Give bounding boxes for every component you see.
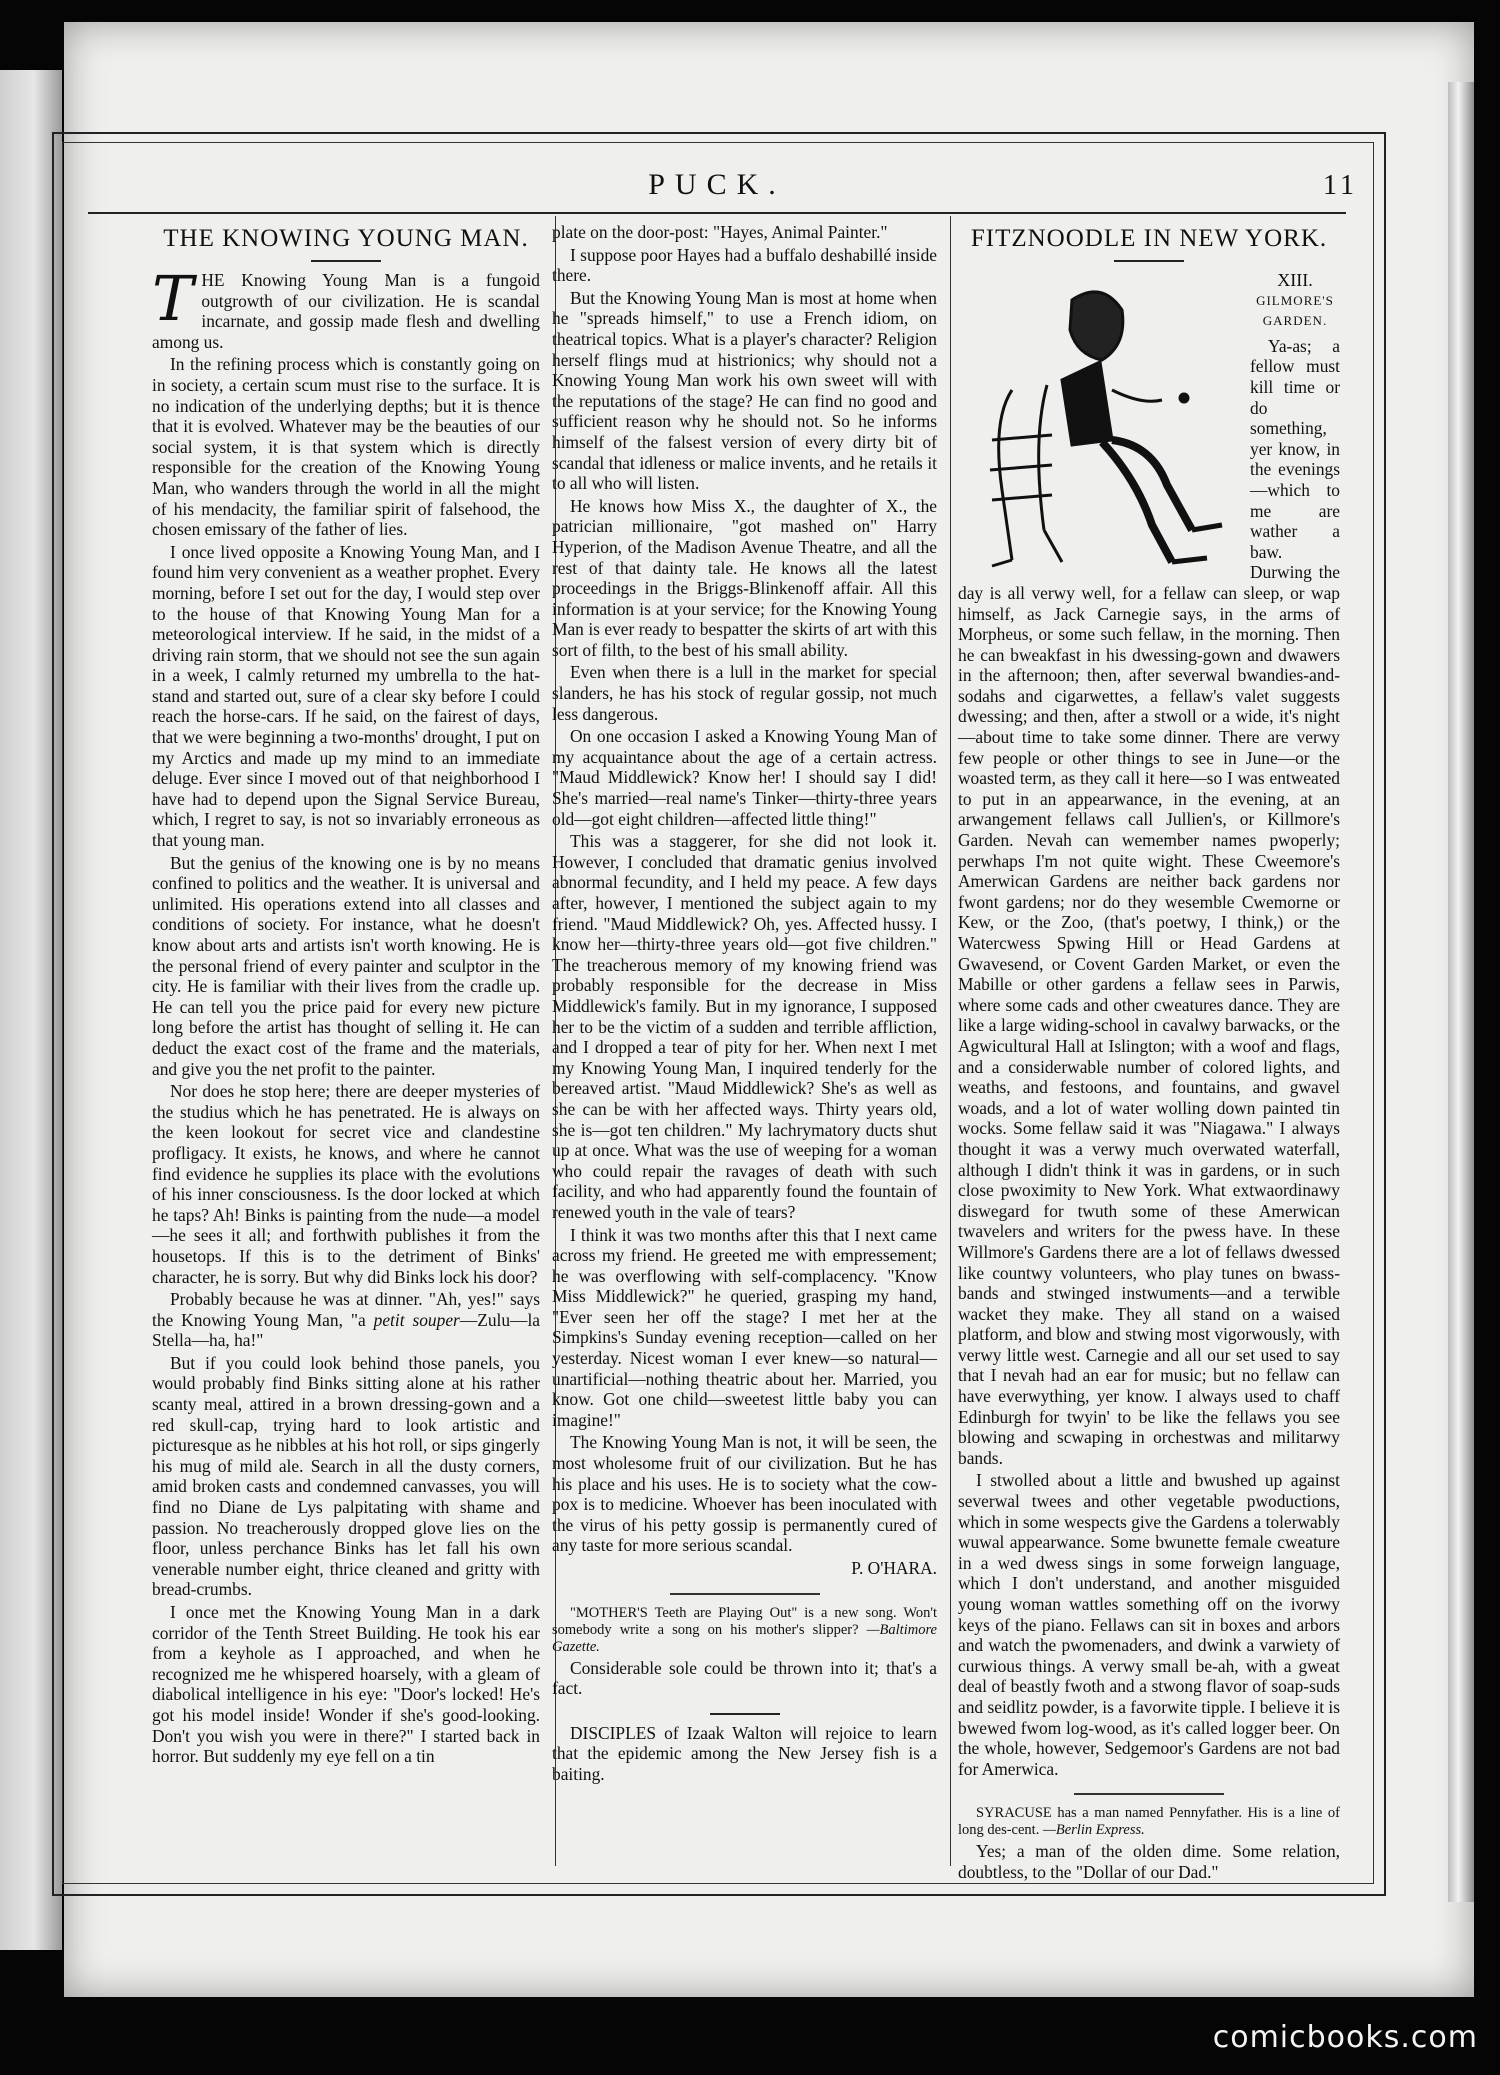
column-2: [552, 222, 937, 1787]
article-paragraph: Nor does he stop here; there are deeper mysteries of the studius which he has penetrated. He is always on the keen lookout for secret vice and clandestine profligacy. It exists, he knows, and where he cannot find evidence he supplies its place with the evolutions of his inner consciousness. Is the door locked at which he taps? Ah! Binks is painting from the nude—a model—he sees it all; and forthwith publishes it from the housetops. If this is to the detriment of Binks' character, he is sorry. But why did Binks lock his door?: [152, 1081, 540, 1287]
article-headline: FITZNOODLE IN NEW YORK.: [970, 225, 1328, 252]
article-paragraph: The Knowing Young Man is not, it will be seen, the most wholesome fruit of our civilization. But he has his place and his uses. He is to society what the cow-pox is to medicine. Whoever has been inoculated with the virus of his petty gossip is permanently cured of any taste for more serious scandal.: [552, 1432, 937, 1556]
headline-rule: [311, 260, 381, 262]
column-3: [958, 222, 1340, 1885]
page-number: 11: [1323, 170, 1358, 201]
article-paragraph: But the genius of the knowing one is by no means confined to politics and the weather. It is universal and unlimited. His operations extend into all classes and conditions of society. For instance, what he doesn't know about arts and artists isn't worth knowing. He is the personal friend of every painter and sculptor in the city. He is familiar with their lives from the cradle up. He can tell you the price paid for every new picture long before the artist has thought of selling it. He can deduct the exact cost of the frame and the materials, and give you the net profit to the painter.: [152, 852, 540, 1079]
squib-reply: Yes; a man of the olden dime. Some relation, doubtless, to the "Dollar of our Dad.": [958, 1841, 1340, 1882]
article-paragraph: I once met the Knowing Young Man in a dark corridor of the Tenth Street Building. He took his ear from a keyhole as I approached, and when he recognized me he whispered hoarsely, with a gleam of diabolical intelligence in his eye: "Door's locked! He's got his model inside! Wonder if she's good-looking. Don't you wish you were in there?" I started back in horror. But suddenly my eye fell on a tin: [152, 1602, 540, 1767]
article-paragraph: I stwolled about a little and bwushed up against severwal twees and other vegetable pwoductions, which in some wespects give the Gardens a tolerwably wuwal appearwance. Some bwunette female cweature in a wed dwess sings in some forweign language, which I don't understand, and another misguided young woman wattles something off on the ivorwy keys of the piano. Fellaws can sit in boxes and arbors and watch the pwomenaders, and dwink a varwiety of curwious things. A verwy small be-ah, with a gweat deal of beastly fwoth and a stwong flavor of soap-suds and seidlitz powder, is a favorwite tipple. I believe it is bwewed fwom log-wood, as it's called logger beer. On the whole, however, Sedgemoor's Gardens are not bad for Amerwica.: [958, 1470, 1340, 1779]
article-paragraph: THE Knowing Young Man is a fungoid outgrowth of our civilization. He is scandal incarnate, and gossip made flesh and dwelling among us.: [152, 262, 540, 352]
squib-paragraph: SYRACUSE has a man named Pennyfather. His is a line of long des-cent. —Berlin Express.: [958, 1805, 1340, 1839]
article-paragraph: I think it was two months after this that I next came across my friend. He greeted me with empressement; he was overflowing with self-complacency. "Know Miss Middlewick?" he queried, grasping my hand, "Ever seen her off the stage? I met her at the Simpkins's Sunday evening reception—called on her yesterday. Nicest woman I ever knew—so natural—unartificial—nothing theatric about her. Married, you know. Got one child—sweetest little baby you can imagine!": [552, 1224, 937, 1430]
article-paragraph: On one occasion I asked a Knowing Young Man of my acquaintance about the age of a certain actress. "Maud Middlewick? Know her! I should say I did! She's married—real name's Tinker—thirty-three years old—got eight children—affected little thing!": [552, 726, 937, 829]
article-paragraph: I once lived opposite a Knowing Young Man, and I found him very convenient as a weather prophet. Every morning, before I set out for the day, I would step over to the house of that Knowing Young Man for a meteorological interview. If he said, in the midst of a driving rain storm, that we should not see the sun again in a week, I calmly returned my umbrella to the hat-stand and started out, sure of a clear sky before I could reach the horse-cars. If he said, on the fairest of days, that we were beginning a two-months' drought, I put on my Arctics and made up my mind to an immediate deluge. Ever since I moved out of that neighborhood I have had to depend upon the Signal Service Bureau, which, I regret to say, is not so invariably erroneous as that young man.: [152, 541, 540, 851]
article-paragraph: But if you could look behind those panels, you would probably find Binks sitting alone at his rather scanty meal, attired in a brown dressing-gown and a red skull-cap, trying hard to look artistic and picturesque as he nibbles at his hot roll, or sips gingerly his mug of mild ale. Search in all the dusty corners, amid broken casts and condemned canvasses, you will find no Diane de Lys palpitating with shame and passion. No treacherously dropped glove lies on the floor, unless perchance Binks has let fall his own venerable number eight, thrice cleaned and gritty with bread-crumbs.: [152, 1352, 540, 1600]
watermark: comicbooks.com: [1212, 2020, 1478, 2055]
section-rule: [670, 1593, 820, 1595]
article-paragraph: plate on the door-post: "Hayes, Animal Painter.": [552, 222, 888, 242]
article-paragraph: Even when there is a lull in the market for special slanders, he has his stock of regular gossip, not much less dangerous.: [552, 662, 937, 724]
article-paragraph: But the Knowing Young Man is most at home when he "spreads himself," to use a French idiom, on theatrical topics. What is a player's character? Religion herself flings mud at histrionics; why should not a Knowing Young Man work his own sweet will with the reputations of the stage? He can find no good and sufficient reason why he should not. So he informs himself of the falsest version of every dirty bit of scandal that idleness or malice invents, and he retails it to all who will listen.: [552, 287, 937, 494]
section-number: XIII.: [1277, 270, 1313, 290]
article-paragraph: Probably because he was at dinner. "Ah, yes!" says the Knowing Young Man, "a petit souper—Zulu—la Stella—ha, ha!": [152, 1289, 540, 1351]
section-rule: [1074, 1793, 1224, 1795]
article-paragraph: He knows how Miss X., the daughter of X., the patrician millionaire, "got mashed on" Harry Hyperion, of the Madison Avenue Theatre, and all the rest of that dainty tale. He knows all the latest proceedings in the Briggs-Blinkenoff affair. All this information is at your service; for the Knowing Young Man is ever ready to bespatter the skirts of art with this sort of filth, to the best of his small ability.: [552, 495, 937, 660]
masthead-rule: [88, 212, 1346, 214]
column-1: [152, 222, 540, 1769]
masthead: [62, 168, 1372, 208]
squib-paragraph: "MOTHER'S Teeth are Playing Out" is a new song. Won't somebody write a song on his mother's slipper? —Baltimore Gazette.: [552, 1604, 937, 1655]
article-headline: THE KNOWING YOUNG MAN.: [163, 225, 529, 252]
headline-rule: [1114, 260, 1184, 262]
squib-reply: Considerable sole could be thrown into it; that's a fact.: [552, 1657, 937, 1699]
article-paragraph: Ya-as; a fellow must kill time or do something, yer know, in the evenings—which to me are wather a baw. Durwing the day is all verwy well, for a fellaw can sleep, or wap himself, as Jack Carnegie says, in the arms of Morpheus, or some such fellaw, in the morning. Then he can bweakfast in his dwessing-gown and dwawers in the afternoon; then, after severwal bwandies-and-sodahs and cigarwettes, a fellaw's valet suggests dwessing; and then, after a stwoll or a wide, it's night—about time to take some dinner. There are verwy few people or other things to see in June—or the woasted term, as they call it here—so I was entweated to put in an appearwance, in the evening, at an arwangement fellaws call Jullien's, or Killmore's Garden. Nevah can wemember names pwoperly; perwhaps I'm not quite wight. These Cweemore's Amerwican Gardens are neither back gardens nor fwont gardens; nor do they wesemble Cwemorne or Kew, or the Zoo, (that's poetwy, I think,) or the Watercwess Spwing Hill or Head Gardens at Gwavesend, or Covent Garden Market, or even the Mabille or other gardens a fellaw sees in Parwis, where some cads and other cweatures dance. They are like a large widing-school in cavalwy barwacks, or the Agwicultural Hall at Islington; with a woof and flags, and a considerwable number of colored lights, and weaths, and festoons, and fountains, and gwavel woads, and a lot of water wolling down painted tin wocks. Some fellaw said it was "Niagawa." I always thought it was a verwy much overwated waterfall, although I didn't think it was in gardens, or in such close pwoximity to New York. What extwaordinawy diswegard for twuth some of these Amerwican twavelers and writers for the pwess have. In these Willmore's Gardens there are a lot of fellaws dwessed like countwy volunteers, who play tunes on bwass-bands and stwinged instwuments—and a terwible wacket they make. They all stand on a waised platform, and blow and stwing most vigorwously, with verwy little west. Carnegie and all our set used to say that I nevah had an ear for music; but no fellaw can have everwything, yer know. I always used to chaff Edinburgh for twyin' to be like the fellaws you see blowing and scwaping in orchestwas and militarwy bands.: [958, 335, 1340, 1468]
page-edge: [1448, 82, 1474, 1902]
column-rule: [950, 216, 951, 1866]
fitznoodle-seated-illustration: [952, 270, 1242, 570]
article-paragraph: This was a staggerer, for she did not look it. However, I concluded that dramatic genius involved abnormal fecundity, and I held my peace. A few days after, however, I mentioned the subject again to my friend. "Maud Middlewick? Oh, yes. Affected hussy. I know her—thirty-three years old—got five children." The treacherous memory of my knowing friend was probably responsible for the decrease in Miss Middlewick's family. But in my ignorance, I supposed her to be the victim of a sudden and terrible affliction, and I dropped a tear of pity for her. When next I met my Knowing Young Man, I inquired tenderly for the bereaved artist. "Maud Middlewick? She's as well as she can be with her affected ways. Thirty years old, she is—got ten children." My lachrymatory ducts shut up at once. What was the use of weeping for a woman who could repair the ravages of death with such facility, and who had apparently found the fountain of renewed youth in the vale of tears?: [552, 831, 937, 1222]
article-paragraph: I suppose poor Hayes had a buffalo deshabillé inside there.: [552, 244, 937, 286]
author-signature: P. O'HARA.: [851, 1558, 937, 1578]
drop-cap: T: [152, 262, 194, 335]
masthead-title: PUCK.: [648, 168, 786, 201]
squib-paragraph: DISCIPLES of Izaak Walton will rejoice to learn that the epidemic among the New Jersey fish is a baiting.: [552, 1722, 937, 1784]
section-title: GILMORE'S GARDEN.: [1256, 292, 1334, 329]
squib-rule: [710, 1713, 780, 1715]
article-paragraph: In the refining process which is constantly going on in society, a certain scum must rise to the surface. It is no indication of the underlying depths; but it is thence that it is evolved. Whatever may be the beauties of our social system, it is that system which is directly responsible for the creation of the Knowing Young Man, who wanders through the world in all the might of his mendacity, the familiar spirit of falsehood, the chosen emissary of the father of lies.: [152, 354, 540, 540]
